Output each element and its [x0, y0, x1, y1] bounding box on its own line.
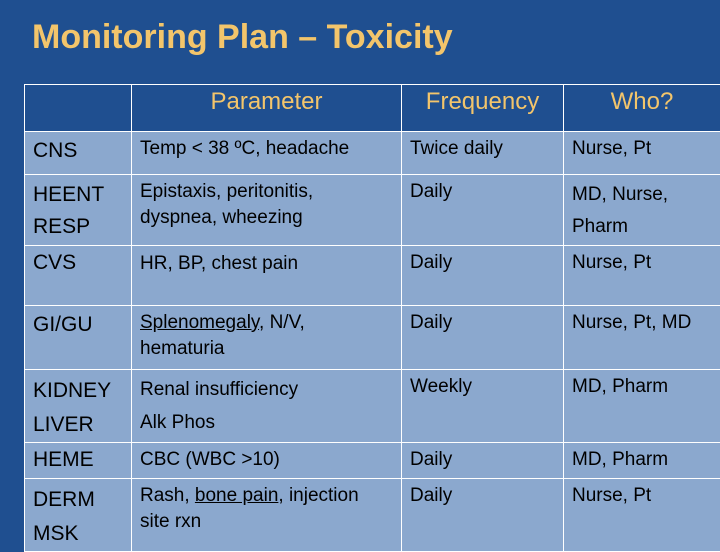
- frequency-cell: Weekly: [402, 370, 564, 443]
- parameter-cell: [132, 370, 402, 443]
- parameter-text: Rash,: [140, 485, 195, 506]
- table-row: [25, 175, 720, 246]
- parameter-text: HR,: [140, 253, 173, 274]
- header-parameter: Parameter: [132, 85, 402, 132]
- parameter-cell: [132, 246, 402, 306]
- parameter-text: , N/V, hematuria: [140, 312, 305, 359]
- parameter-underlined: Splenomegaly: [140, 312, 259, 333]
- system-label: HEENT: [33, 179, 123, 211]
- monitoring-table: [24, 84, 720, 552]
- who-cell: Nurse, Pt, MD: [564, 306, 720, 370]
- table-row: [25, 306, 720, 370]
- parameter-cell: Epistaxis, peritonitis, dyspnea, wheezing: [132, 175, 402, 246]
- system-label: CNS: [33, 138, 123, 164]
- system-cell: [25, 132, 132, 175]
- slide-title: Monitoring Plan – Toxicity: [32, 18, 453, 57]
- who-line: Pharm: [572, 211, 712, 243]
- frequency-cell: Twice daily: [402, 132, 564, 175]
- who-cell: MD, Pharm: [564, 370, 720, 443]
- table-header-row: [25, 85, 720, 132]
- parameter-text: Renal insufficiency: [140, 374, 393, 406]
- frequency-cell: Daily: [402, 479, 564, 552]
- header-corner-cell: [25, 85, 132, 132]
- system-cell: [25, 246, 132, 306]
- system-label: KIDNEY: [33, 374, 123, 408]
- parameter-cell: CBC (WBC >10): [132, 443, 402, 479]
- system-cell: [25, 443, 132, 479]
- table-row: [25, 132, 720, 175]
- header-who: Who?: [564, 85, 720, 132]
- system-label: MSK: [33, 517, 123, 551]
- who-cell: MD, Pharm: [564, 443, 720, 479]
- table-row: [25, 443, 720, 479]
- frequency-cell: Daily: [402, 246, 564, 306]
- system-label: LIVER: [33, 408, 123, 442]
- frequency-cell: Daily: [402, 175, 564, 246]
- system-label: RESP: [33, 211, 123, 243]
- parameter-text: , injection site rxn: [140, 485, 359, 532]
- system-label: HEME: [33, 447, 123, 473]
- system-label: GI/GU: [33, 312, 123, 338]
- system-cell: [25, 479, 132, 552]
- frequency-cell: Daily: [402, 443, 564, 479]
- parameter-cell: Temp < 38 ºC, headache: [132, 132, 402, 175]
- parameter-cell: [132, 306, 402, 370]
- system-label: CVS: [33, 250, 123, 276]
- who-cell: Nurse, Pt: [564, 246, 720, 306]
- who-cell: Nurse, Pt: [564, 132, 720, 175]
- who-line: MD, Nurse,: [572, 179, 712, 211]
- parameter-underlined: bone pain: [195, 485, 278, 506]
- system-cell: [25, 370, 132, 443]
- system-cell: [25, 175, 132, 246]
- table-row: [25, 479, 720, 552]
- system-label: DERM: [33, 483, 123, 517]
- who-cell: Nurse, Pt: [564, 479, 720, 552]
- table-row: [25, 370, 720, 443]
- table-row: [25, 246, 720, 306]
- frequency-cell: Daily: [402, 306, 564, 370]
- system-cell: [25, 306, 132, 370]
- parameter-text: BP, chest pain: [178, 253, 298, 274]
- header-frequency: Frequency: [402, 85, 564, 132]
- parameter-cell: [132, 479, 402, 552]
- parameter-text: Alk Phos: [140, 412, 215, 433]
- who-cell: [564, 175, 720, 246]
